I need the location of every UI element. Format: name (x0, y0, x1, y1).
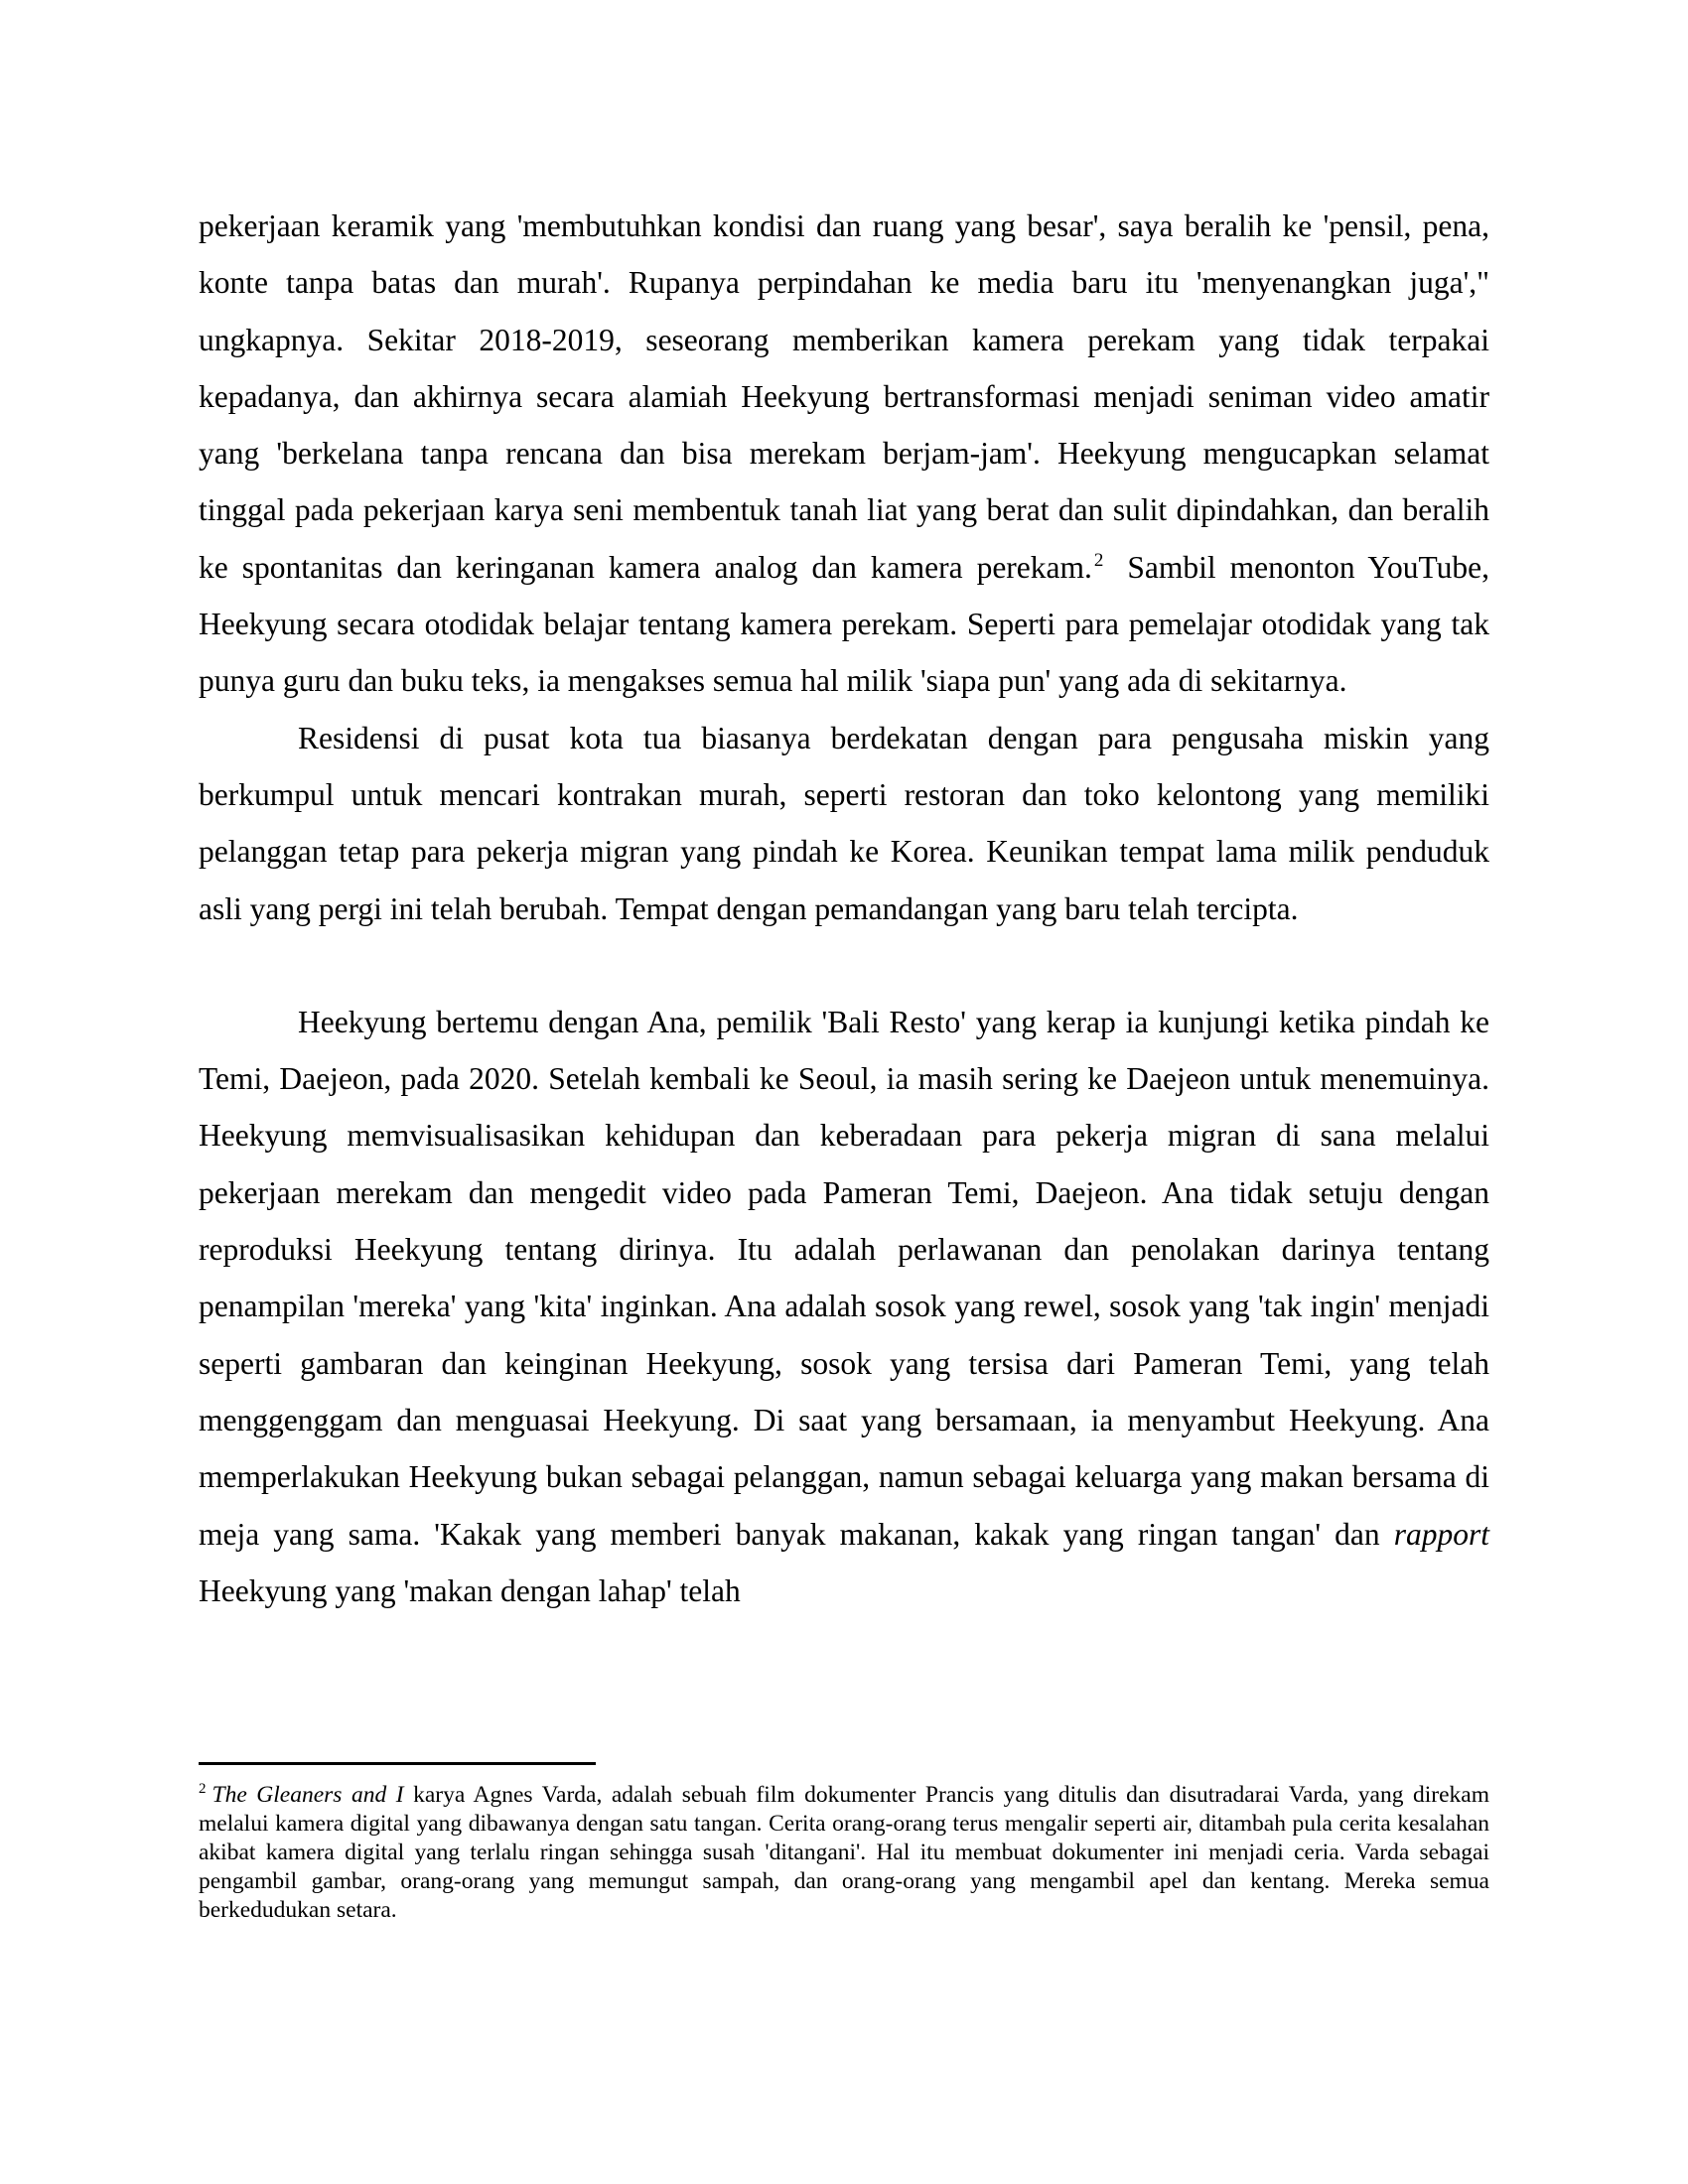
body-text (199, 198, 1489, 1619)
paragraph-1 (199, 198, 1489, 710)
footnote-number: 2 (199, 1781, 207, 1797)
paragraph-3-continuation: Heekyung yang 'makan dengan lahap' telah (199, 1572, 741, 1608)
paragraph-1-continuation: Sambil menonton YouTube, Heekyung secara otodidak belajar tentang kamera perekam. Seperti para pemelajar otodidak yang tak punya guru dan buku teks, ia mengakses semua hal milik 'siapa pun' yang ada di sekitarnya. (199, 549, 1489, 699)
paragraph-2: Residensi di pusat kota tua biasanya berdekatan dengan para pengusaha miskin yang berkumpul untuk mencari kontrakan murah, seperti restoran dan toko kelontong yang memiliki pelanggan tetap para pekerja migran yang pindah ke Korea. Keunikan tempat lama milik penduduk asli yang pergi ini telah berubah. Tempat dengan pemandangan yang baru telah tercipta. (199, 720, 1489, 926)
footnote (199, 1781, 1489, 1925)
paragraph-3-text: Heekyung bertemu dengan Ana, pemilik 'Bali Resto' yang kerap ia kunjungi ketika pindah ke Temi, Daejeon, pada 2020. Setelah kembali ke Seoul, ia masih sering ke Daejeon untuk menemuinya. Heekyung memvisualisasikan kehidupan dan keberadaan para pekerja migran di sana melalui pekerjaan merekam dan mengedit video pada Pameran Temi, Daejeon. Ana tidak setuju dengan reproduksi Heekyung tentang dirinya. Itu adalah perlawanan dan penolakan darinya tentang penampilan 'mereka' yang 'kita' inginkan. Ana adalah sosok yang rewel, sosok yang 'tak ingin' menjadi seperti gambaran dan keinginan Heekyung, sosok yang tersisa dari Pameran Temi, yang telah menggenggam dan menguasai Heekyung. Di saat yang bersamaan, ia menyambut Heekyung. Ana memperlakukan Heekyung bukan sebagai pelanggan, namun sebagai keluarga yang makan bersama di meja yang sama. 'Kakak yang memberi banyak makanan, kakak yang ringan tangan' dan (199, 1004, 1489, 1552)
paragraph-1-text: pekerjaan keramik yang 'membutuhkan kondisi dan ruang yang besar', saya beralih ke 'pensil, pena, konte tanpa batas dan murah'. Rupanya perpindahan ke media baru itu 'menyenangkan juga'," ungkapnya. Sekitar 2018-2019, seseorang memberikan kamera perekam yang tidak terpakai kepadanya, dan akhirnya secara alamiah Heekyung bertransformasi menjadi seniman video amatir yang 'berkelana tanpa rencana dan bisa merekam berjam-jam'. Heekyung mengucapkan selamat tinggal pada pekerjaan karya seni membentuk tanah liat yang berat dan sulit dipindahkan, dan beralih ke spontanitas dan keringanan kamera analog dan kamera perekam. (199, 208, 1489, 585)
footnote-reference[interactable]: 2 (1093, 549, 1104, 571)
footnote-text: karya Agnes Varda, adalah sebuah film dokumenter Prancis yang ditulis dan disutradarai Varda, yang direkam melalui kamera digital yang dibawanya dengan satu tangan. Cerita orang-orang terus mengalir seperti air, ditambah pula cerita kesalahan akibat kamera digital yang terlalu ringan sehingga susah 'ditangani'. Hal itu membuat dokumenter ini menjadi ceria. Varda sebagai pengambil gambar, orang-orang yang memungut sampah, dan orang-orang yang mengambil apel dan kentang. Mereka semua berkedudukan setara. (199, 1782, 1490, 1923)
paragraph-3 (199, 994, 1489, 1619)
footnote-film-title: The Gleaners and I (211, 1782, 404, 1808)
italic-term: rapport (1393, 1516, 1489, 1552)
footnote-separator (199, 1762, 596, 1765)
